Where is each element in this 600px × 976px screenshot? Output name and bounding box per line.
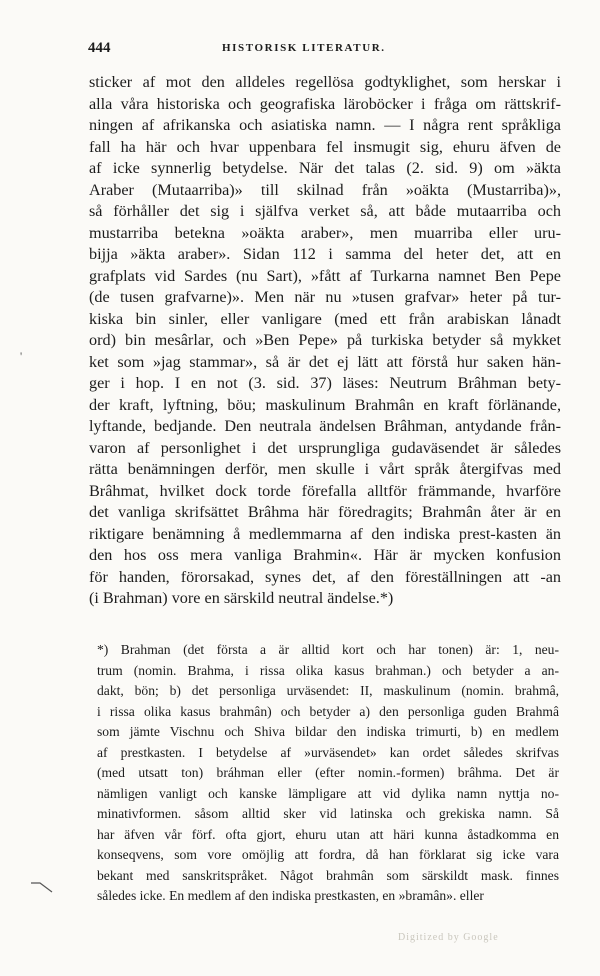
footnote-line: bekant med sanskritspråket. Något brahmân som särskildt mask. finnes [97, 867, 559, 883]
text-line: mustarriba betekna »oäkta araber», men muarriba eller uru- [89, 223, 561, 242]
text-line: sticker af mot den alldeles regellösa godtyklighet, som herskar i [89, 73, 561, 91]
footnote-line: i rissa olika kasus brahmân) och betyder a) den personliga guden Brahmâ [97, 703, 559, 719]
text-line: rätta benämningen derför, men skulle i vårt språk återgifvas med [89, 460, 561, 478]
footnote-line: trum (nomin. Brahma, i rissa olika kasus brahman.) och betyder a an- [97, 662, 559, 678]
text-line: af icke synnerlig betydelse. När det talas (2. sid. 9) om »äkta [89, 159, 561, 177]
text-line: Brâhmat, hvilket dock torde förefalla alltför främmande, hvarföre [89, 481, 561, 500]
main-text [89, 72, 561, 610]
footnote-line: dakt, bön; b) det personliga urväsendet: II, maskulinum (nomin. brahmâ, [97, 683, 559, 698]
text-line: alla våra historiska och geografiska läroböcker i fråga om rättskrif- [89, 94, 561, 113]
text-line: Araber (Mutaarriba)» till skilnad från »oäkta (Mustarriba)», [89, 180, 561, 199]
text-line: den hos oss mera vanliga Brahmin«. Här är mycken konfusion [89, 546, 561, 564]
text-line: så förhåller det sig i själfva verket så, att både mutaarriba och [89, 202, 561, 220]
text-line: för handen, förorsakad, synes det, af den föreställningen att -an [89, 567, 561, 586]
text-line: varon af personlighet i det ursprungliga gudaväsendet är således [89, 438, 561, 457]
text-line: bijja »äkta araber». Sidan 112 i samma del heter det, att en [89, 245, 561, 263]
footnote-line: konseqvens, som vore omöjlig att fordra, då han förklarat sig icke vara [97, 847, 559, 862]
footnote-line: af prestkasten. I betydelse af »urväsendet» kan ordet således skrifvas [97, 744, 559, 760]
footnote-line: som jämte Vischnu och Shiva bildar den indiska trimurti, b) en medlem [97, 724, 559, 739]
text-line: riktigare benämning å medlemmarna af den indiska prest-kasten än [89, 524, 561, 543]
text-line: det vanliga skrifsättet Brâhma här föredragits; Brahmân åter är en [89, 503, 561, 521]
margin-mark: ' [20, 349, 23, 363]
text-line: ord) bin mesârlar, och »Ben Pepe» på turkiska betyder så mykket [89, 331, 561, 349]
text-line: der kraft, lyftning, böu; maskulinum Brahmân en kraft förlänande, [89, 395, 561, 414]
text-line: grafplats vid Sardes (nu Sart), »fått af Turkarna namnet Ben Pepe [89, 266, 561, 285]
text-line: ger i hop. I en not (3. sid. 37) läses: Neutrum Brâhman bety- [89, 374, 561, 392]
running-title: HISTORISK LITERATUR. [222, 42, 386, 54]
text-line: fall ha här och hvar uppenbara fel insmugit sig, ehuru äfven de [89, 137, 561, 156]
text-line: ket som »jag stammar», så är det ej lätt att förstå hur saken hän- [89, 352, 561, 371]
scan-watermark: Digitized by Google [398, 932, 499, 943]
pencil-mark-icon [30, 880, 54, 894]
text-line: (i Brahman) vore en särskild neutral ändelse.*) [89, 589, 394, 607]
footnote-line: nämligen vanligt och kanske lämpligare att vid dylika namn nyttja no- [97, 785, 559, 801]
page-number: 444 [88, 40, 111, 56]
footnote-line: minativformen. såsom alltid sker vid latinska och grekiska namn. Så [97, 806, 559, 821]
footnote-line: *) Brahman (det första a är alltid kort och har tonen) är: 1, neu- [97, 642, 559, 657]
page-header [0, 40, 600, 60]
text-line: (de tusen grafvarne)». Men när nu »tusen grafvar» heter på tur- [89, 288, 561, 306]
footnote-line: (med utsatt ton) bráhman eller (efter nomin.-formen) brâhma. Det är [97, 765, 559, 780]
footnote [97, 640, 559, 907]
footnote-line: således icke. En medlem af den indiska prestkasten, en »bramân». eller [97, 888, 484, 903]
text-line: lyftande, bedjande. Den neutrala ändelsen Brâhman, antydande från- [89, 417, 561, 435]
text-line: ningen af afrikanska och asiatiska namn. — I några rent språkliga [89, 116, 561, 134]
footnote-line: har äfven vår förf. ofta gjort, ehuru utan att häri kunna åstadkomma en [97, 826, 559, 842]
text-line: kiska bin sinler, eller vanligare (med ett från arabiskan lånadt [89, 309, 561, 328]
